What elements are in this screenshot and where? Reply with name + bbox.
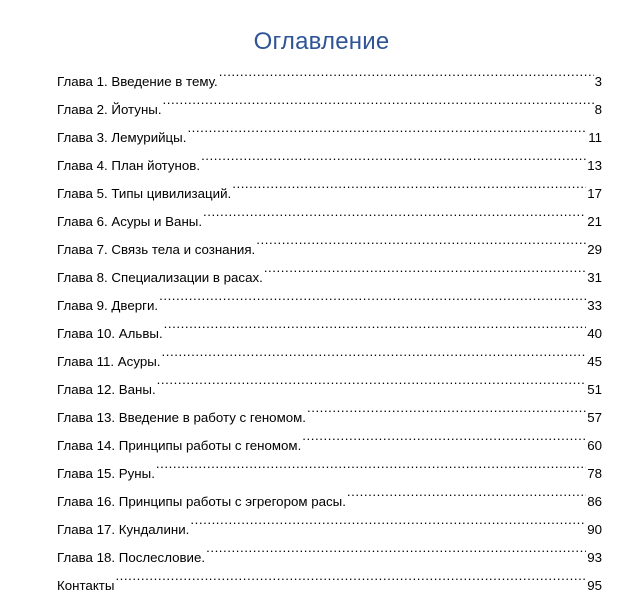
toc-entry-page-number: 11 <box>588 130 602 145</box>
toc-entry-label: Глава 8. Специализации в расах. <box>57 270 263 285</box>
toc-dot-leader <box>157 366 587 394</box>
toc-entry-page-number: 3 <box>594 74 602 89</box>
toc-dot-leader <box>161 338 586 366</box>
toc-entry-page-number: 45 <box>587 354 602 369</box>
toc-dot-leader <box>232 170 586 198</box>
toc-entry-page-number: 78 <box>587 466 602 481</box>
toc-dot-leader <box>219 58 594 86</box>
toc-entry-label: Глава 15. Руны. <box>57 466 155 481</box>
toc-entry-label: Глава 2. Йотуны. <box>57 102 162 117</box>
toc-entry-page-number: 95 <box>587 578 602 593</box>
toc-dot-leader <box>115 562 586 590</box>
toc-entry-label: Контакты <box>57 578 115 593</box>
toc-entry-page-number: 8 <box>594 102 602 117</box>
toc-entry-label: Глава 18. Послесловие. <box>57 550 206 565</box>
toc-dot-leader <box>203 198 586 226</box>
toc-dot-leader <box>163 86 594 114</box>
toc-dot-leader <box>256 226 586 254</box>
toc-dot-leader <box>347 478 586 506</box>
toc-entry[interactable] <box>57 562 602 593</box>
toc-entry-page-number: 21 <box>587 214 602 229</box>
toc-entry-label: Глава 11. Асуры. <box>57 354 161 369</box>
toc-dot-leader <box>190 506 586 534</box>
toc-dot-leader <box>307 394 586 422</box>
toc-entry-label: Глава 3. Лемурийцы. <box>57 130 187 145</box>
toc-entry-page-number: 31 <box>587 270 602 285</box>
toc-entry-label: Глава 1. Введение в тему. <box>57 74 218 89</box>
toc-dot-leader <box>264 254 586 282</box>
toc-entry-label: Глава 17. Кундалини. <box>57 522 190 537</box>
toc-entry-page-number: 40 <box>587 326 602 341</box>
toc-entry-label: Глава 16. Принципы работы с эгрегором расы. <box>57 494 346 509</box>
toc-entry-page-number: 57 <box>587 410 602 425</box>
toc-dot-leader <box>201 142 586 170</box>
toc-entry-page-number: 60 <box>587 438 602 453</box>
toc-dot-leader <box>302 422 586 450</box>
toc-dot-leader <box>159 282 586 310</box>
toc-entry-page-number: 93 <box>587 550 602 565</box>
toc-entry-page-number: 13 <box>587 158 602 173</box>
toc-entry-label: Глава 14. Принципы работы с геномом. <box>57 438 302 453</box>
toc-dot-leader <box>164 310 587 338</box>
toc-entry-label: Глава 13. Введение в работу с геномом. <box>57 410 306 425</box>
toc-title: Оглавление <box>253 28 390 55</box>
toc-entry-label: Глава 6. Асуры и Ваны. <box>57 214 203 229</box>
toc-entry-page-number: 86 <box>587 494 602 509</box>
toc-entry-page-number: 90 <box>587 522 602 537</box>
toc-dot-leader <box>156 450 586 478</box>
toc-entry-label: Глава 12. Ваны. <box>57 382 156 397</box>
toc-entry-label: Глава 4. План йотунов. <box>57 158 201 173</box>
toc-list <box>57 58 602 593</box>
toc-dot-leader <box>206 534 586 562</box>
toc-entry-label: Глава 10. Альвы. <box>57 326 163 341</box>
toc-entry-label: Глава 9. Дверги. <box>57 298 159 313</box>
toc-entry-page-number: 51 <box>587 382 602 397</box>
toc-entry-page-number: 17 <box>587 186 602 201</box>
toc-entry[interactable] <box>57 58 602 89</box>
toc-entry-page-number: 33 <box>587 298 602 313</box>
toc-entry-label: Глава 7. Связь тела и сознания. <box>57 242 256 257</box>
toc-dot-leader <box>187 114 587 142</box>
toc-entry-page-number: 29 <box>587 242 602 257</box>
toc-entry-label: Глава 5. Типы цивилизаций. <box>57 186 232 201</box>
